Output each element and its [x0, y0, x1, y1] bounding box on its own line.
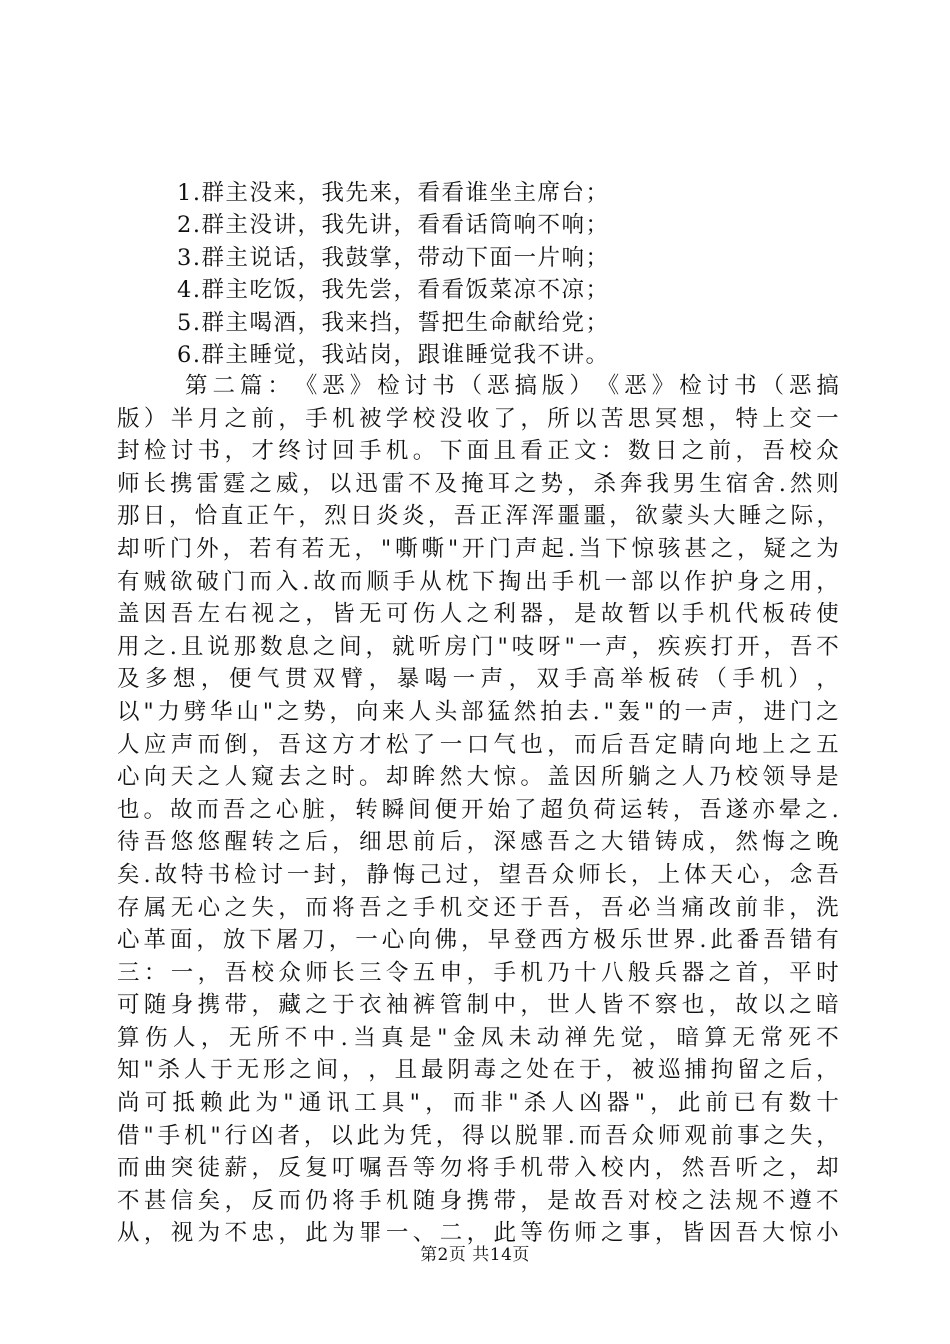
body-line: 不 甚 信 矣 ， 反 而 仍 将 手 机 随 身 携 带 ， 是 故 吾 对 校 之 法 规 不 遵 不	[117, 1187, 839, 1214]
body-line: 用 之 . 且 说 那 数 息 之 间 ， 就 听 房 门 " 吱 呀 " 一 声 ， 疾 疾 打 开 ， 吾 不	[117, 633, 839, 660]
body-line: 也 。 故 而 吾 之 心 脏 ， 转 瞬 间 便 开 始 了 超 负 荷 运 转 ， 吾 遂 亦 晕 之 .	[117, 796, 839, 823]
body-line: 待 吾 悠 悠 醒 转 之 后 ， 细 思 前 后 ， 深 感 吾 之 大 错 铸 成 ， 然 悔 之 晚	[117, 829, 839, 856]
body-line: 可 随 身 携 带 ， 藏 之 于 衣 袖 裤 管 制 中 ， 世 人 皆 不 察 也 ， 故 以 之 暗	[117, 992, 839, 1019]
article-body	[117, 370, 839, 1250]
list-item: 1.群主没来，我先来，看看谁坐主席台；	[177, 180, 610, 206]
body-line: 版 ） 半 月 之 前 ， 手 机 被 学 校 没 收 了 ， 所 以 苦 思 冥 想 ， 特 上 交 一	[117, 405, 839, 432]
body-line: 算 伤 人 ， 无 所 不 中 . 当 真 是 " 金 凤 未 动 禅 先 觉 ， 暗 算 无 常 死 不	[117, 1024, 839, 1051]
body-line: 却 听 门 外 ， 若 有 若 无 ， " 嘶 嘶 " 开 门 声 起 . 当 下 惊 骇 甚 之 ， 疑 之 为	[117, 535, 839, 562]
body-line: 知 " 杀 人 于 无 形 之 间 ， ， 且 最 阴 毒 之 处 在 于 ， 被 巡 捕 拘 留 之 后 ，	[117, 1057, 839, 1084]
body-line: 师 长 携 雷 霆 之 威 ， 以 迅 雷 不 及 掩 耳 之 势 ， 杀 奔 我 男 生 宿 舍 . 然 则	[117, 470, 839, 497]
body-line: 借 " 手 机 " 行 凶 者 ， 以 此 为 凭 ， 得 以 脱 罪 . 而 吾 众 师 观 前 事 之 失 ，	[117, 1122, 839, 1149]
body-line: 矣 . 故 特 书 检 讨 一 封 ， 静 悔 己 过 ， 望 吾 众 师 长 ， 上 体 天 心 ， 念 吾	[117, 861, 839, 888]
body-line: 从 ， 视 为 不 忠 ， 此 为 罪 一 、 二 ， 此 等 伤 师 之 事 ， 皆 因 吾 大 惊 小	[117, 1220, 839, 1247]
body-line: 那 日 ， 恰 直 正 午 ， 烈 日 炎 炎 ， 吾 正 浑 浑 噩 噩 ， 欲 蒙 头 大 睡 之 际 ，	[117, 503, 839, 530]
list-item: 4.群主吃饭，我先尝，看看饭菜凉不凉；	[177, 277, 610, 304]
numbered-list	[177, 177, 837, 371]
body-line: 尚 可 抵 赖 此 为 " 通 讯 工 具 " ， 而 非 " 杀 人 凶 器 " ， 此 前 已 有 数 十	[117, 1090, 839, 1117]
list-item: 2.群主没讲，我先讲，看看话筒响不响；	[177, 212, 610, 239]
body-line: 以 " 力 劈 华 山 " 之 势 ， 向 来 人 头 部 猛 然 拍 去 . " 轰 " 的 一 声 ， 进 门 之	[117, 698, 839, 725]
body-line: 封 检 讨 书 ， 才 终 讨 回 手 机 。 下 面 且 看 正 文 ： 数 日 之 前 ， 吾 校 众	[117, 438, 839, 465]
body-line: 心 向 天 之 人 窥 去 之 时 。 却 眸 然 大 惊 。 盖 因 所 躺 之 人 乃 校 领 导 是	[117, 764, 839, 791]
body-line: 心 革 面 ， 放 下 屠 刀 ， 一 心 向 佛 ， 早 登 西 方 极 乐 世 界 . 此 番 吾 错 有	[117, 927, 839, 954]
list-item: 3.群主说话，我鼓掌，带动下面一片响；	[177, 244, 610, 271]
list-item: 5.群主喝酒，我来挡，誓把生命献给党；	[177, 309, 610, 336]
body-line: 及 多 想 ， 便 气 贯 双 臂 ， 暴 喝 一 声 ， 双 手 高 举 板 砖 （ 手 机 ） ，	[117, 666, 839, 693]
body-line: 盖 因 吾 左 右 视 之 ， 皆 无 可 伤 人 之 利 器 ， 是 故 暂 以 手 机 代 板 砖 使	[117, 601, 839, 628]
body-line: 第 二 篇 ： 《 恶 》 检 讨 书 （ 恶 搞 版 ） 《 恶 》 检 讨 书 （ 恶 搞	[185, 373, 839, 399]
body-line: 人 应 声 而 倒 ， 吾 这 方 才 松 了 一 口 气 也 ， 而 后 吾 定 睛 向 地 上 之 五	[117, 731, 839, 758]
body-line: 而 曲 突 徒 薪 ， 反 复 叮 嘱 吾 等 勿 将 手 机 带 入 校 内 ， 然 吾 听 之 ， 却	[117, 1155, 839, 1182]
body-line: 三 ： 一 ， 吾 校 众 师 长 三 令 五 申 ， 手 机 乃 十 八 般 兵 器 之 首 ， 平 时	[117, 959, 839, 986]
list-item: 6.群主睡觉，我站岗，跟谁睡觉我不讲。	[177, 341, 610, 368]
body-line: 有 贼 欲 破 门 而 入 . 故 而 顺 手 从 枕 下 掏 出 手 机 一 部 以 作 护 身 之 用 ，	[117, 568, 839, 595]
page-footer: 第2页 共14页	[420, 1245, 530, 1265]
body-line: 存 属 无 心 之 失 ， 而 将 吾 之 手 机 交 还 于 吾 ， 吾 必 当 痛 改 前 非 ， 洗	[117, 894, 839, 921]
